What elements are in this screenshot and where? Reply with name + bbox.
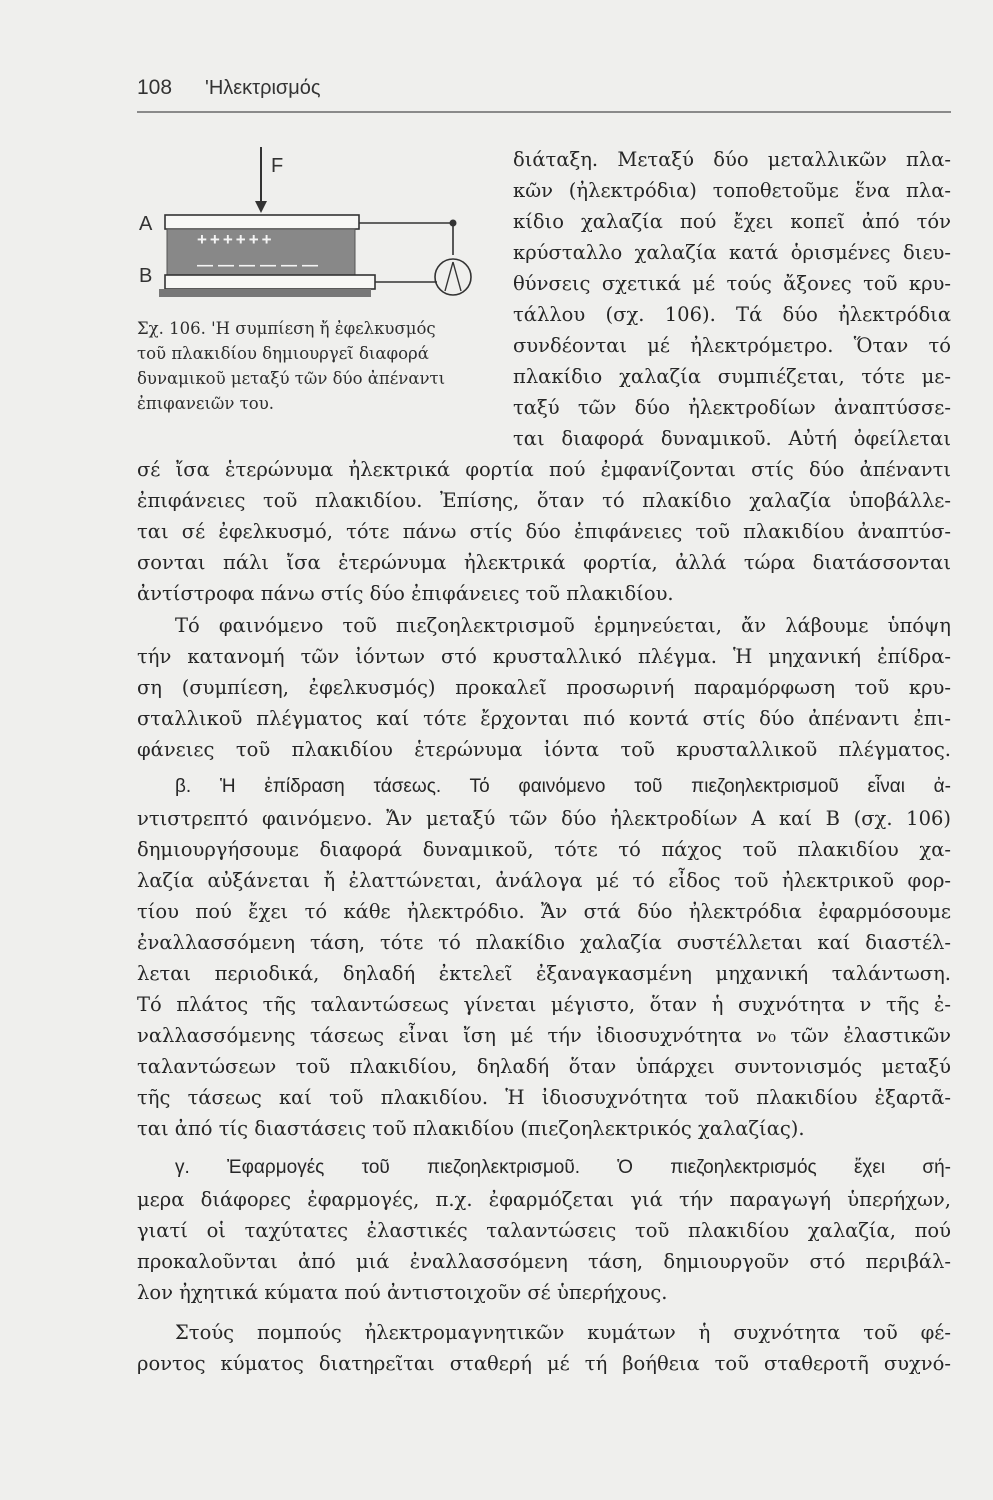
paragraph-start: Τό φαινόμενο τοῦ πιεζοηλεκτρισμοῦ ἑρμηνεύεται, ἄν λάβουμε ὑπόψη bbox=[175, 614, 951, 637]
text-line: κρύσταλλο χαλαζία κατά ὁρισμένες διευ- bbox=[513, 241, 951, 264]
section-heading-b: β. Ἡ ἐπίδραση τάσεως. Τό φαινόμενο τοῦ πιεζοηλεκτρισμοῦ εἶναι ἀ- bbox=[175, 776, 951, 797]
text-line: ἐπιφάνειες τοῦ πλακιδίου. Ἐπίσης, ὅταν τό πλακίδιο χαλαζία ὑποβάλλε- bbox=[137, 489, 951, 512]
text-line: κῶν (ἠλεκτρόδια) τοποθετοῦμε ἕνα πλα- bbox=[513, 179, 951, 202]
force-label: F bbox=[271, 155, 284, 177]
text-line: ἀντίστροφα πάνω στίς δύο ἐπιφάνειες τοῦ πλακιδίου. bbox=[137, 582, 674, 605]
text-line: προκαλοῦνται ἀπό μιά ἐναλλασσόμενη τάση, δημιουργοῦν στό περιβάλ- bbox=[137, 1250, 951, 1273]
text-line: ντιστρεπτό φαινόμενο. Ἄν μεταξύ τῶν δύο ἠλεκτροδίων Α καί Β (σχ. 106) bbox=[137, 807, 951, 830]
page-number: 108 bbox=[137, 76, 173, 99]
text-line: λον ἠχητικά κύματα πού ἀντιστοιχοῦν σέ ὑπερήχους. bbox=[137, 1281, 668, 1304]
caption-line: δυναμικοῦ μεταξύ τῶν δύο ἀπέναντι bbox=[137, 369, 446, 388]
positive-charges: ++++++ bbox=[197, 230, 275, 249]
text-line: μερα διάφορες ἐφαρμογές, π.χ. ἐφαρμόζεται γιά τήν παραγωγή ὑπερήχων, bbox=[137, 1188, 951, 1211]
piezo-diagram bbox=[137, 145, 477, 310]
text-line: διάταξη. Μεταξύ δύο μεταλλικῶν πλα- bbox=[513, 148, 951, 171]
running-head: 'Ηλεκτρισμός bbox=[205, 77, 321, 99]
text-line: πλακίδιο χαλαζία συμπιέζεται, τότε με- bbox=[513, 365, 951, 388]
text-line: ται διαφορά δυναμικοῦ. Αὐτή ὀφείλεται bbox=[513, 427, 951, 450]
header-rule bbox=[137, 111, 951, 113]
text-line: Τό πλάτος τῆς ταλαντώσεως γίνεται μέγιστο, ὅταν ἡ συχνότητα ν τῆς ἐ- bbox=[137, 993, 951, 1016]
text-line: ται ἀπό τίς διαστάσεις τοῦ πλακιδίου (πιεζοηλεκτρικός χαλαζίας). bbox=[137, 1117, 805, 1140]
section-heading-g: γ. Ἐφαρμογές τοῦ πιεζοηλεκτρισμοῦ. Ὁ πιεζοηλεκτρισμός ἔχει σή- bbox=[175, 1157, 951, 1178]
text-line: ναλλασσόμενης τάσεως εἶναι ἴση μέ τήν ἰδιοσυχνότητα ν₀ τῶν ἐλαστικῶν bbox=[137, 1024, 951, 1047]
text-line: ση (συμπίεση, ἐφελκυσμός) προκαλεῖ προσωρινή παραμόρφωση τοῦ κρυ- bbox=[137, 676, 951, 699]
figure-caption bbox=[137, 316, 487, 416]
text-line: ται σέ ἐφελκυσμό, τότε πάνω στίς δύο ἐπιφάνειες τοῦ πλακιδίου ἀναπτύσ- bbox=[137, 520, 951, 543]
electrode-b-label: B bbox=[139, 265, 153, 287]
text-line: ἐναλλασσόμενη τάση, τότε τό πλακίδιο χαλαζία συστέλλεται καί διαστέλ- bbox=[137, 931, 951, 954]
caption-line: τοῦ πλακιδίου δημιουργεῖ διαφορά bbox=[137, 344, 429, 363]
paragraph-start: Στούς πομπούς ἠλεκτρομαγνητικῶν κυμάτων ἡ συχνότητα τοῦ φέ- bbox=[175, 1321, 951, 1344]
page-header bbox=[137, 76, 951, 116]
text-line: τάλλου (σχ. 106). Τά δύο ἠλεκτρόδια bbox=[513, 303, 951, 326]
text-line: ταλαντώσεων τοῦ πλακιδίου, δηλαδή ὅταν ὑπάρχει συντονισμός μεταξύ bbox=[137, 1055, 951, 1078]
text-line: δημιουργήσουμε διαφορά δυναμικοῦ, τότε τό πάχος τοῦ πλακιδίου χα- bbox=[137, 838, 951, 861]
caption-line: Σχ. 106. 'Η συμπίεση ἤ ἐφελκυσμός bbox=[137, 319, 436, 338]
text-line: λαζία αὐξάνεται ἤ ἐλαττώνεται, ἀνάλογα μέ τό εἶδος τοῦ ἠλεκτρικοῦ φορ- bbox=[137, 869, 951, 892]
figure-106 bbox=[137, 145, 477, 310]
electrode-a-label: A bbox=[139, 213, 153, 235]
text-line: ταξύ τῶν δύο ἠλεκτροδίων ἀναπτύσσε- bbox=[513, 396, 951, 419]
caption-line: ἐπιφανειῶν του. bbox=[137, 394, 274, 413]
text-line: τίου πού ἔχει τό κάθε ἠλεκτρόδιο. Ἄν στά δύο ἠλεκτρόδια ἐφαρμόσουμε bbox=[137, 900, 951, 923]
text-line: γιατί οἱ ταχύτατες ἐλαστικές ταλαντώσεις τοῦ πλακιδίου χαλαζία, πού bbox=[137, 1219, 951, 1242]
text-line: τήν κατανομή τῶν ἰόντων στό κρυσταλλικό πλέγμα. Ἡ μηχανική ἐπίδρα- bbox=[137, 645, 951, 668]
negative-charges: —————— bbox=[197, 257, 323, 274]
text-line: σταλλικοῦ πλέγματος καί τότε ἔρχονται πιό κοντά στίς δύο ἀπέναντι ἐπι- bbox=[137, 707, 951, 730]
text-line: σονται πάλι ἴσα ἑτερώνυμα ἠλεκτρικά φορτία, ἀλλά τώρα διατάσσονται bbox=[137, 551, 951, 574]
text-line: τῆς τάσεως καί τοῦ πλακιδίου. Ἡ ἰδιοσυχνότητα τοῦ πλακιδίου ἐξαρτᾶ- bbox=[137, 1086, 951, 1109]
text-line: λεται περιοδικά, δηλαδή ἐκτελεῖ ἐξαναγκασμένη μηχανική ταλάντωση. bbox=[137, 962, 951, 985]
text-line: συνδέονται μέ ἠλεκτρόμετρο. Ὅταν τό bbox=[513, 334, 951, 357]
text-line: θύνσεις σχετικά μέ τούς ἄξονες τοῦ κρυ- bbox=[513, 272, 951, 295]
text-line: κίδιο χαλαζία πού ἔχει κοπεῖ ἀπό τόν bbox=[513, 210, 951, 233]
text-line: ροντος κύματος διατηρεῖται σταθερή μέ τή βοήθεια τοῦ σταθεροτῆ συχνό- bbox=[137, 1352, 951, 1375]
text-line: φάνειες τοῦ πλακιδίου ἑτερώνυμα ἰόντα τοῦ κρυσταλλικοῦ πλέγματος. bbox=[137, 738, 951, 761]
text-line: σέ ἴσα ἑτερώνυμα ἠλεκτρικά φορτία πού ἐμφανίζονται στίς δύο ἀπέναντι bbox=[137, 458, 951, 481]
